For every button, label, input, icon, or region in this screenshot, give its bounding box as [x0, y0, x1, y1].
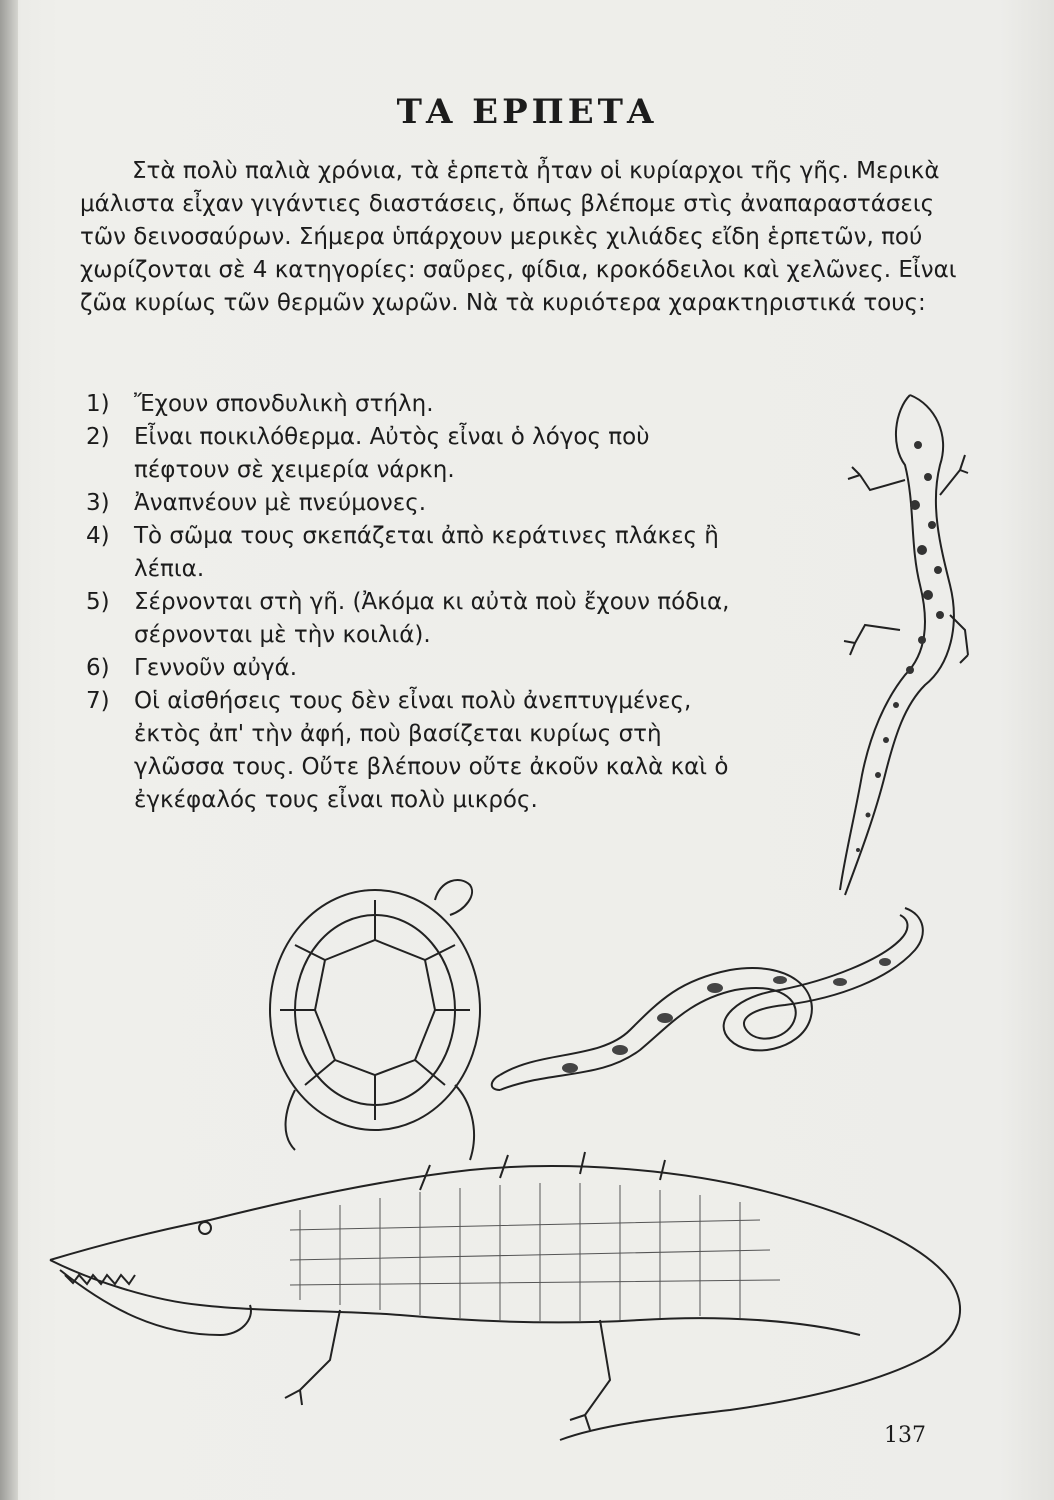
- trait-item: 6) Γεννοῦν αὐγά.: [86, 655, 298, 681]
- trait-item: 1) Ἔχουν σπονδυλικὴ στήλη.: [86, 391, 434, 417]
- trait-item: 4) Τὸ σῶμα τους σκεπάζεται ἀπὸ κεράτινες πλάκες ἢ λέπια.: [86, 523, 719, 582]
- intro-paragraph: Στὰ πολὺ παλιὰ χρόνια, τὰ ἑρπετὰ ἦταν οἱ κυρίαρχοι τῆς γῆς. Μερικὰ μάλιστα εἶχαν γιγάντιες διαστάσεις, ὅπως βλέπομε στὶς ἀναπαραστάσεις τῶν δεινοσαύρων. Σήμερα ὑπάρχουν μερικὲς χιλιάδες εἴδη ἑρπετῶν, πού χωρίζονται σὲ 4 κατηγορίες: σαῦρες, φίδια, κροκόδειλοι καὶ χελῶνες. Εἶναι ζῶα κυρίως τῶν θερμῶν χωρῶν. Νὰ τὰ κυριότερα χαρακτηριστικά τους:: [80, 158, 957, 316]
- traits-list: [86, 388, 736, 817]
- crocodile-illustration: [40, 1150, 990, 1450]
- trait-item: 5) Σέρνονται στὴ γῆ. (Ἀκόμα κι αὐτὰ ποὺ ἔχουν πόδια, σέρνονται μὲ τὴν κοιλιά).: [86, 589, 730, 648]
- page-title: ΤΑ ΕΡΠΕΤΑ: [396, 92, 658, 132]
- trait-item: 3) Ἀναπνέουν μὲ πνεύμονες.: [86, 490, 427, 516]
- page-number: 137: [884, 1423, 926, 1448]
- turtle-illustration: [255, 860, 505, 1170]
- trait-item: 2) Εἶναι ποικιλόθερμα. Αὐτὸς εἶναι ὁ λόγος ποὺ πέφτουν σὲ χειμερία νάρκη.: [86, 424, 650, 483]
- trait-item: 7) Οἱ αἰσθήσεις τους δὲν εἶναι πολὺ ἀνεπτυγμένες, ἐκτὸς ἀπ' τὴν ἀφή, ποὺ βασίζεται κυρίως στὴ γλῶσσα τους. Οὔτε βλέπουν οὔτε ἀκοῦν καλὰ καὶ ὁ ἐγκέφαλός τους εἶναι πολὺ μικρός.: [86, 688, 729, 813]
- snake-illustration: [480, 900, 960, 1100]
- page-binding-shadow: [0, 0, 18, 1500]
- lizard-illustration: [800, 385, 970, 905]
